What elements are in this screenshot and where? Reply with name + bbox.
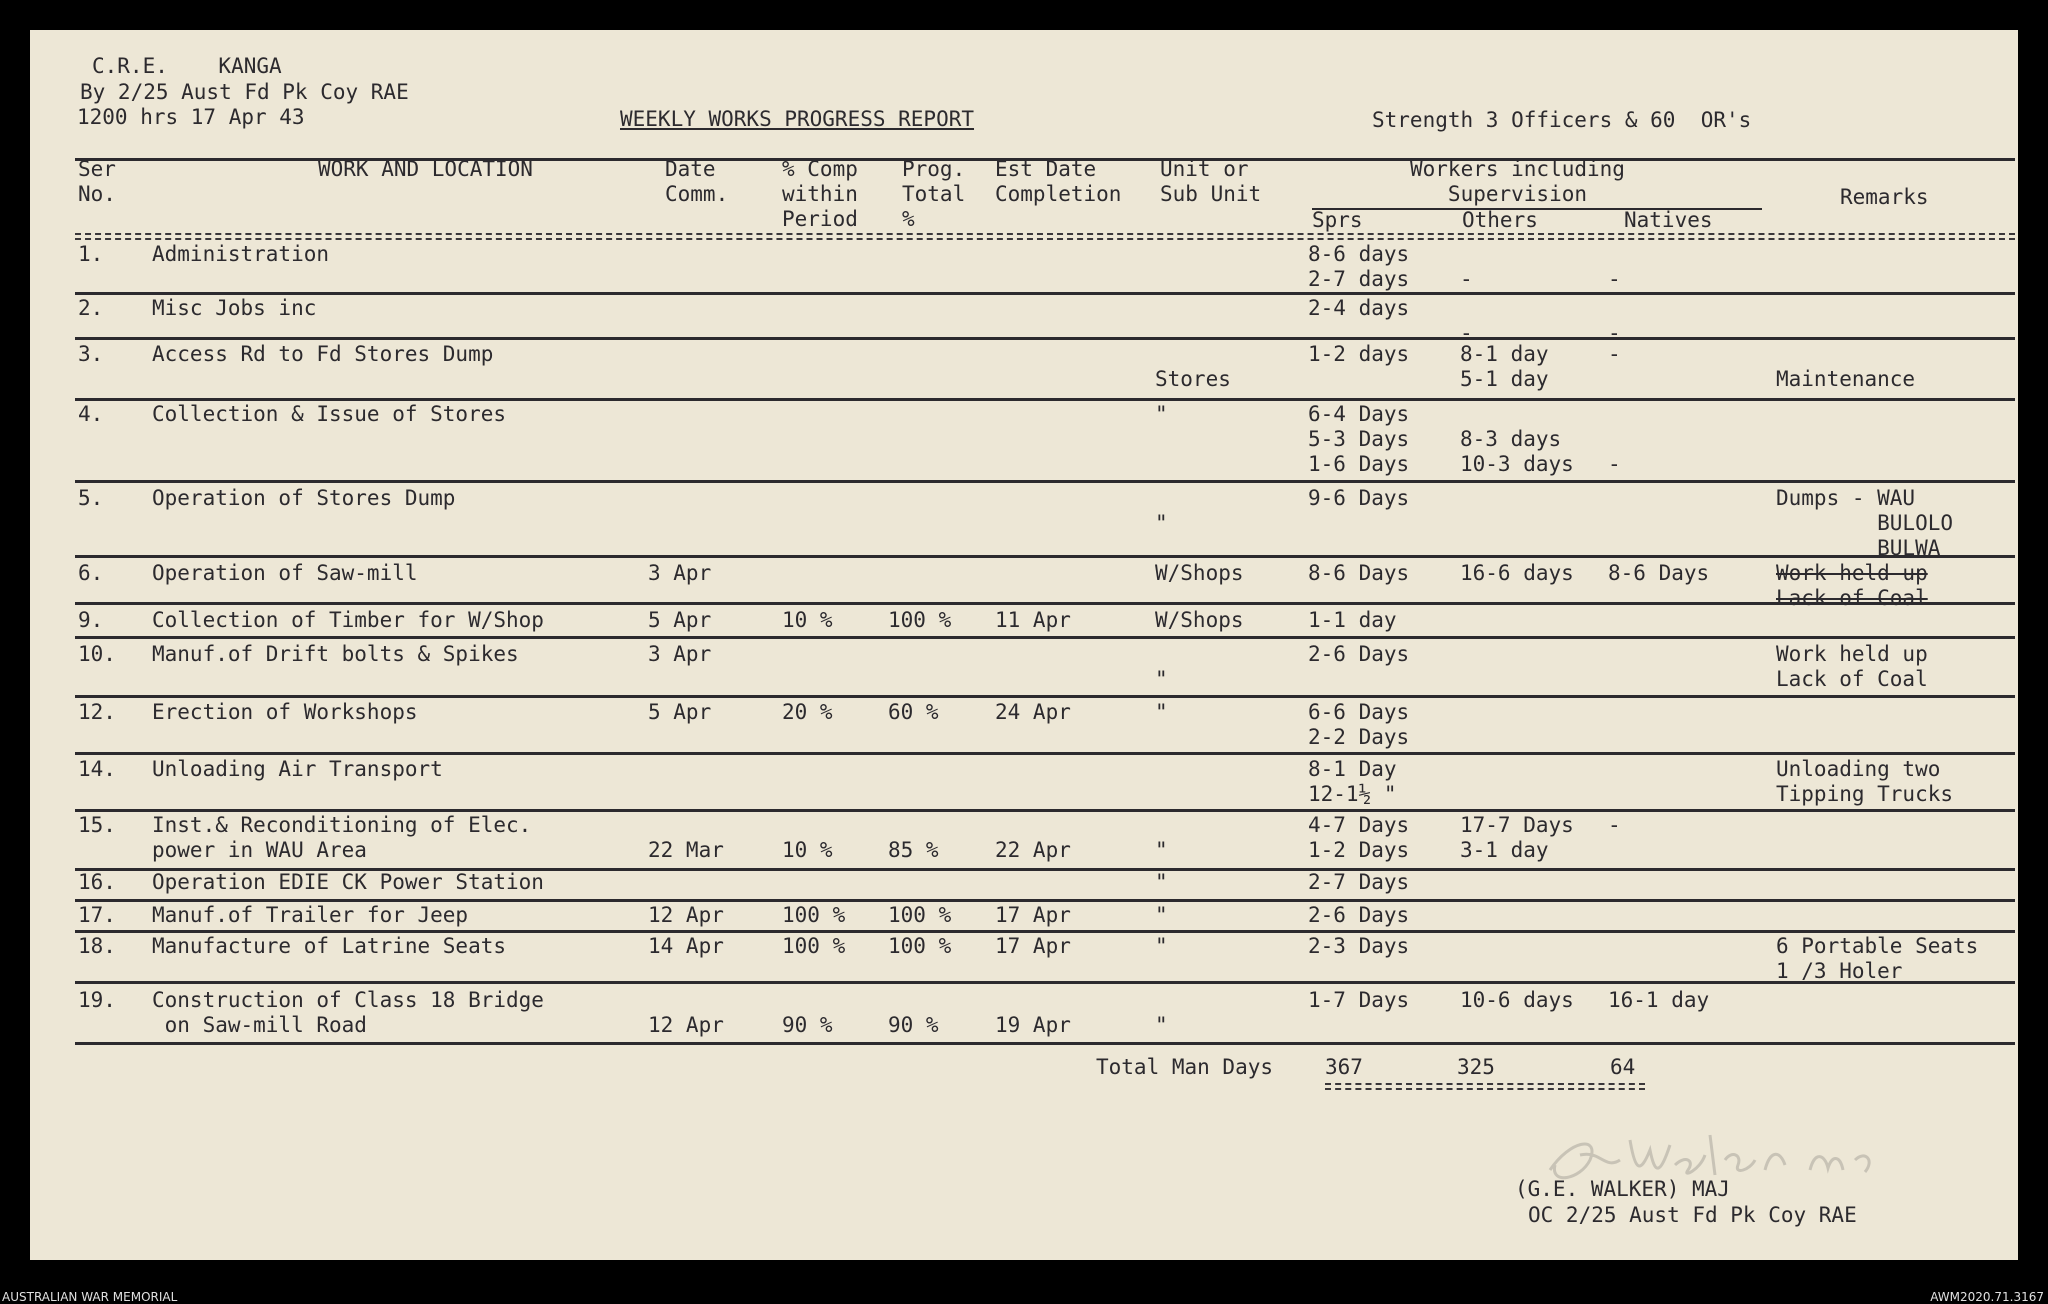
cell-unit: " <box>1155 870 1168 894</box>
total-label: Total Man Days <box>1096 1055 1274 1079</box>
cell-work: Manuf.of Trailer for Jeep <box>152 903 469 927</box>
cell-work: Misc Jobs inc <box>152 296 317 320</box>
cell-comp: 20 % <box>782 700 833 724</box>
cell-sprs: 1-1 day <box>1308 608 1397 632</box>
cell-unit: " <box>1155 402 1168 426</box>
row-rule <box>75 480 2015 483</box>
cell-remarks: Unloading two Tipping Trucks <box>1776 757 1954 806</box>
cell-sprs: 1-7 Days <box>1308 988 1410 1012</box>
cell-work: Operation EDIE CK Power Station <box>152 870 544 894</box>
cell-sprs: 2-6 Days <box>1308 903 1410 927</box>
footer-caption-left: AUSTRALIAN WAR MEMORIAL <box>2 1290 178 1304</box>
cell-unit: " <box>1155 700 1168 724</box>
row-rule <box>75 555 2015 558</box>
cell-natives: - <box>1608 452 1621 476</box>
cell-others: 17-7 Days 3-1 day <box>1460 813 1574 862</box>
cell-work: Operation of Stores Dump <box>152 486 456 510</box>
cell-natives: - <box>1608 342 1621 366</box>
cell-work: Unloading Air Transport <box>152 757 443 781</box>
cell-prog: 90 % <box>888 1013 939 1037</box>
cell-natives: - <box>1608 813 1621 837</box>
cell-comp: 100 % <box>782 934 846 958</box>
cell-ser: 3. <box>78 342 104 366</box>
cell-ser: 5. <box>78 486 104 510</box>
col-ser: Ser No. <box>78 157 116 206</box>
cell-unit: " <box>1155 1013 1168 1037</box>
cell-sprs: 9-6 Days <box>1308 486 1410 510</box>
header-double-rule-1 <box>75 233 2015 235</box>
header-line-unit: By 2/25 Aust Fd Pk Coy RAE <box>80 80 409 104</box>
cell-comp: 100 % <box>782 903 846 927</box>
col-work: WORK AND LOCATION <box>318 157 533 181</box>
col-comp: % Comp within Period <box>782 157 858 231</box>
cell-date: 5 Apr <box>648 700 712 724</box>
cell-unit: " <box>1155 667 1168 691</box>
cell-sprs: 6-6 Days 2-2 Days <box>1308 700 1410 749</box>
totals-double-rule-1 <box>1325 1083 1645 1085</box>
header-double-rule-2 <box>75 238 2015 240</box>
cell-date: 22 Mar <box>648 838 724 862</box>
header-line-cre: C.R.E. KANGA <box>92 54 282 78</box>
cell-work: Administration <box>152 242 330 266</box>
cell-date: 12 Apr <box>648 903 724 927</box>
cell-date: 3 Apr <box>648 561 712 585</box>
cell-natives: - <box>1608 321 1621 345</box>
cell-sprs: 8-6 Days <box>1308 561 1410 585</box>
cell-ser: 9. <box>78 608 104 632</box>
cell-remarks: Work held up Lack of Coal <box>1776 561 1928 610</box>
cell-date: 12 Apr <box>648 1013 724 1037</box>
cell-sprs: 2-6 Days <box>1308 642 1410 666</box>
row-rule <box>75 752 2015 755</box>
cell-prog: 60 % <box>888 700 939 724</box>
cell-ser: 14. <box>78 757 116 781</box>
cell-comp: 10 % <box>782 838 833 862</box>
cell-ser: 19. <box>78 988 116 1012</box>
report-title: WEEKLY WORKS PROGRESS REPORT <box>620 107 975 131</box>
col-remarks: Remarks <box>1840 185 1929 209</box>
cell-ser: 1. <box>78 242 104 266</box>
col-date: Date Comm. <box>665 157 729 206</box>
cell-sprs: 2-4 days <box>1308 296 1410 320</box>
cell-others: 8-1 day 5-1 day <box>1460 342 1549 391</box>
cell-natives: 8-6 Days <box>1608 561 1710 585</box>
cell-est: 17 Apr <box>995 934 1071 958</box>
cell-work: Collection of Timber for W/Shop <box>152 608 544 632</box>
cell-ser: 12. <box>78 700 116 724</box>
cell-date: 3 Apr <box>648 642 712 666</box>
cell-unit: Stores <box>1155 367 1231 391</box>
col-workers: Workers including Supervision <box>1410 157 1625 206</box>
cell-sprs: 2-7 Days <box>1308 870 1410 894</box>
cell-sprs: 1-2 days <box>1308 342 1410 366</box>
cell-work: Erection of Workshops <box>152 700 418 724</box>
cell-prog: 85 % <box>888 838 939 862</box>
col-sprs: Sprs <box>1312 208 1363 232</box>
row-rule <box>75 602 2015 605</box>
cell-natives: - <box>1608 267 1621 291</box>
cell-unit: W/Shops <box>1155 561 1244 585</box>
row-rule <box>75 809 2015 812</box>
cell-work: Inst.& Reconditioning of Elec. power in WAU Area <box>152 813 532 862</box>
cell-natives: 16-1 day <box>1608 988 1710 1012</box>
cell-est: 17 Apr <box>995 903 1071 927</box>
row-rule <box>75 398 2015 401</box>
cell-est: 19 Apr <box>995 1013 1071 1037</box>
total-natives: 64 <box>1610 1055 1636 1079</box>
cell-prog: 100 % <box>888 903 952 927</box>
cell-ser: 18. <box>78 934 116 958</box>
cell-ser: 16. <box>78 870 116 894</box>
cell-work: Operation of Saw-mill <box>152 561 418 585</box>
cell-ser: 17. <box>78 903 116 927</box>
cell-prog: 100 % <box>888 934 952 958</box>
cell-sprs: 6-4 Days 5-3 Days 1-6 Days <box>1308 402 1410 476</box>
cell-ser: 15. <box>78 813 116 837</box>
cell-sprs: 8-1 Day 12-1½ " <box>1308 757 1397 806</box>
cell-remarks: Dumps - WAU BULOLO BULWA <box>1776 486 1954 560</box>
cell-est: 24 Apr <box>995 700 1071 724</box>
cell-ser: 4. <box>78 402 104 426</box>
signatory-unit: OC 2/25 Aust Fd Pk Coy RAE <box>1528 1203 1857 1227</box>
cell-others: 16-6 days <box>1460 561 1574 585</box>
cell-others: - <box>1460 321 1473 345</box>
total-sprs: 367 <box>1325 1055 1363 1079</box>
cell-unit: " <box>1155 838 1168 862</box>
row-rule <box>75 337 2015 340</box>
row-rule <box>75 695 2015 698</box>
cell-work: Manuf.of Drift bolts & Spikes <box>152 642 519 666</box>
row-rule <box>75 981 2015 984</box>
cell-unit: " <box>1155 511 1168 535</box>
cell-remarks: Maintenance <box>1776 367 1916 391</box>
row-rule <box>75 636 2015 639</box>
header-line-time: 1200 hrs 17 Apr 43 <box>77 105 305 129</box>
cell-remarks: Work held up Lack of Coal <box>1776 642 1928 691</box>
cell-date: 14 Apr <box>648 934 724 958</box>
row-rule <box>75 930 2015 933</box>
row-rule <box>75 899 2015 902</box>
cell-others: 8-3 days 10-3 days <box>1460 427 1574 476</box>
total-others: 325 <box>1457 1055 1495 1079</box>
col-prog: Prog. Total % <box>902 157 966 231</box>
cell-comp: 90 % <box>782 1013 833 1037</box>
col-unit: Unit or Sub Unit <box>1160 157 1262 206</box>
row-rule <box>75 292 2015 295</box>
col-others: Others <box>1462 208 1538 232</box>
row-rule <box>75 1042 2015 1045</box>
col-natives: Natives <box>1624 208 1713 232</box>
cell-ser: 2. <box>78 296 104 320</box>
cell-ser: 10. <box>78 642 116 666</box>
cell-unit: " <box>1155 934 1168 958</box>
cell-ser: 6. <box>78 561 104 585</box>
cell-prog: 100 % <box>888 608 952 632</box>
cell-unit: W/Shops <box>1155 608 1244 632</box>
signatory-name: (G.E. WALKER) MAJ <box>1515 1177 1730 1201</box>
cell-date: 5 Apr <box>648 608 712 632</box>
cell-work: Construction of Class 18 Bridge on Saw-mill Road <box>152 988 544 1037</box>
cell-est: 11 Apr <box>995 608 1071 632</box>
document-page <box>30 30 2018 1260</box>
cell-work: Collection & Issue of Stores <box>152 402 507 426</box>
cell-sprs: 4-7 Days 1-2 Days <box>1308 813 1410 862</box>
strength-text: Strength 3 Officers & 60 OR's <box>1372 108 1752 132</box>
cell-sprs: 8-6 days 2-7 days <box>1308 242 1410 291</box>
col-est: Est Date Completion <box>995 157 1122 206</box>
footer-caption-right: AWM2020.71.3167 <box>1930 1290 2044 1304</box>
cell-sprs: 2-3 Days <box>1308 934 1410 958</box>
cell-est: 22 Apr <box>995 838 1071 862</box>
cell-others: 10-6 days <box>1460 988 1574 1012</box>
cell-others: - <box>1460 267 1473 291</box>
cell-comp: 10 % <box>782 608 833 632</box>
cell-work: Access Rd to Fd Stores Dump <box>152 342 494 366</box>
cell-unit: " <box>1155 903 1168 927</box>
cell-work: Manufacture of Latrine Seats <box>152 934 507 958</box>
totals-double-rule-2 <box>1325 1088 1645 1090</box>
cell-remarks: 6 Portable Seats 1 /3 Holer <box>1776 934 1979 983</box>
